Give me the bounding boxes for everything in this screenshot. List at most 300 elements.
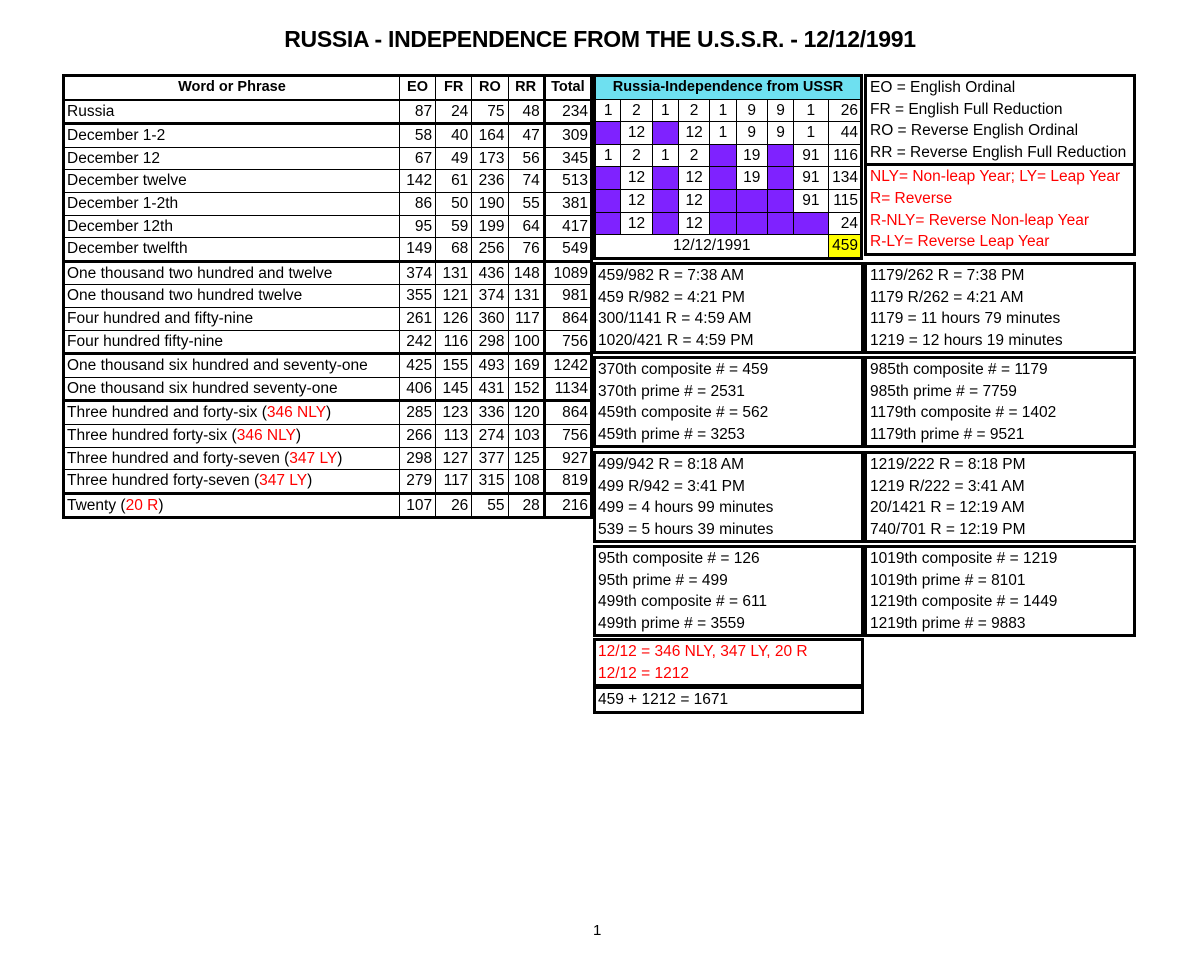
word-text: Twenty (: [67, 496, 126, 514]
table-row: [64, 147, 592, 170]
grid-digit-cell: 1: [794, 99, 828, 122]
grid-digit-cell: 9: [767, 99, 793, 122]
note-row: [866, 381, 1135, 403]
note-line: 740/701 R = 12:19 PM: [870, 520, 1026, 538]
grid-digit-cell: [767, 167, 793, 190]
grid-digit-cell: [710, 212, 736, 235]
rr-cell: 131: [508, 285, 544, 308]
legend-item: R-NLY= Reverse Non-leap Year: [870, 211, 1089, 229]
grid-sum-cell: 26: [828, 99, 861, 122]
ro-cell: 493: [472, 354, 508, 378]
grid-header-row: [595, 76, 862, 100]
word-text: One thousand six hundred and seventy-one: [67, 357, 368, 375]
grid-digit-cell: [710, 189, 736, 212]
eo-cell: 107: [399, 493, 435, 518]
grid-digit-cell: 1: [710, 122, 736, 145]
legend: [864, 74, 1136, 256]
legend-row: [866, 188, 1135, 210]
note-line: 12/12 = 1212: [598, 664, 689, 682]
word-cell: [64, 447, 400, 470]
total-cell: 1134: [544, 377, 591, 401]
ro-cell: 236: [472, 170, 508, 193]
table-row: [64, 238, 592, 262]
grid-digit-cell: [595, 122, 621, 145]
fr-cell: 61: [436, 170, 472, 193]
grid-sum-cell: 116: [828, 144, 861, 167]
word-text: Four hundred and fifty-nine: [67, 309, 254, 327]
word-text: December 12: [67, 149, 161, 167]
note-line: 499/942 R = 8:18 AM: [598, 456, 745, 473]
note-line: 1019th composite # = 1219: [870, 550, 1058, 567]
note-line: 1219/222 R = 8:18 PM: [870, 456, 1026, 473]
ro-cell: 173: [472, 147, 508, 170]
grid-digit-cell: [652, 167, 678, 190]
legend-row: [866, 120, 1135, 142]
legend-item: RO = Reverse English Ordinal: [870, 122, 1079, 140]
rr-cell: 117: [508, 307, 544, 330]
note-row: [866, 519, 1135, 542]
note-box-left: [593, 262, 864, 354]
note-line: 370th prime # = 2531: [598, 382, 745, 400]
legend-item: FR = English Full Reduction: [870, 100, 1063, 118]
word-cell: [64, 285, 400, 308]
rr-cell: 169: [508, 354, 544, 378]
note-row: [595, 519, 863, 542]
total-cell: 216: [544, 493, 591, 518]
note-row: [595, 640, 863, 663]
fr-cell: 24: [436, 100, 472, 124]
note-row: [866, 453, 1135, 476]
word-tail: ): [326, 404, 332, 422]
note-line: 1219 = 12 hours 19 minutes: [870, 331, 1063, 349]
table-row: [64, 401, 592, 425]
note-row: [595, 663, 863, 686]
note-line: 985th composite # = 1179: [870, 361, 1048, 378]
word-red-note: 346 NLY: [236, 426, 296, 444]
total-cell: 549: [544, 238, 591, 262]
note-row: [595, 570, 863, 592]
grid-sum-cell: 44: [828, 122, 861, 145]
note-line: 985th prime # = 7759: [870, 382, 1017, 400]
table-row: [64, 447, 592, 470]
table-row: [64, 285, 592, 308]
total-cell: 513: [544, 170, 591, 193]
table-row: [64, 493, 592, 518]
legend-row: [866, 99, 1135, 121]
note-line: 1019th prime # = 8101: [870, 571, 1026, 589]
rr-cell: 152: [508, 377, 544, 401]
grid-sum-cell: 24: [828, 212, 861, 235]
note-line: 1179th prime # = 9521: [870, 425, 1025, 443]
grid-row: [595, 122, 862, 145]
note-row: [595, 613, 863, 636]
note-line: 499th prime # = 3559: [598, 614, 745, 632]
grid-digit-cell: [767, 189, 793, 212]
grid-digit-cell: [736, 212, 767, 235]
rr-cell: 48: [508, 100, 544, 124]
note-row: [595, 476, 863, 498]
note-row: [595, 402, 863, 424]
grid-digit-cell: 12: [678, 122, 709, 145]
table-row: [64, 261, 592, 285]
grid-digit-cell: 1: [710, 99, 736, 122]
rr-cell: 74: [508, 170, 544, 193]
ro-cell: 298: [472, 330, 508, 354]
word-cell: [64, 100, 400, 124]
grid-digit-cell: [794, 212, 828, 235]
grid-digit-cell: [595, 212, 621, 235]
grid-digit-cell: 1: [652, 144, 678, 167]
grid-digit-cell: 12: [621, 212, 652, 235]
ro-cell: 55: [472, 493, 508, 518]
word-text: Three hundred forty-seven (: [67, 472, 260, 490]
eo-cell: 355: [399, 285, 435, 308]
note-line: 459/982 R = 7:38 AM: [598, 267, 745, 284]
eo-cell: 298: [399, 447, 435, 470]
note-row: [595, 497, 863, 519]
note-line: 12/12 = 346 NLY, 347 LY, 20 R: [598, 643, 808, 660]
note-box-left: [593, 451, 864, 543]
fr-cell: 117: [436, 470, 472, 494]
rr-cell: 125: [508, 447, 544, 470]
note-line: 539 = 5 hours 39 minutes: [598, 520, 774, 538]
grid-digit-cell: 1: [652, 99, 678, 122]
rr-cell: 55: [508, 192, 544, 215]
eo-cell: 374: [399, 261, 435, 285]
note-line: 459 R/982 = 4:21 PM: [598, 288, 745, 306]
note-row: [595, 287, 863, 309]
grid-digit-cell: [736, 189, 767, 212]
column-header: Total: [544, 76, 591, 100]
note-row: [866, 476, 1135, 498]
note-row: [866, 308, 1135, 330]
table-row: [64, 192, 592, 215]
word-cell: [64, 470, 400, 494]
word-tail: ): [158, 496, 164, 514]
rr-cell: 76: [508, 238, 544, 262]
word-cell: [64, 401, 400, 425]
rr-cell: 103: [508, 424, 544, 447]
date-digit-grid: [593, 74, 863, 260]
note-row: [866, 402, 1135, 424]
grid-digit-cell: 19: [736, 144, 767, 167]
note-row: [866, 264, 1135, 287]
word-cell: [64, 307, 400, 330]
table-row: [64, 307, 592, 330]
eo-cell: 406: [399, 377, 435, 401]
grid-digit-cell: 91: [794, 144, 828, 167]
rr-cell: 56: [508, 147, 544, 170]
eo-cell: 266: [399, 424, 435, 447]
word-text: Three hundred forty-six (: [67, 426, 237, 444]
word-red-note: 346 NLY: [266, 404, 327, 422]
note-row: [866, 591, 1135, 613]
table-row: [64, 354, 592, 378]
word-cell: [64, 424, 400, 447]
note-row: [595, 688, 863, 713]
word-tail: ): [307, 472, 313, 490]
word-text: Three hundred and forty-seven (: [67, 449, 290, 467]
note-line: 20/1421 R = 12:19 AM: [870, 499, 1025, 517]
grid-digit-cell: [595, 167, 621, 190]
grid-digit-cell: 2: [678, 99, 709, 122]
column-header: RO: [472, 76, 508, 100]
legend-item: R-LY= Reverse Leap Year: [870, 233, 1050, 251]
note-row: [595, 330, 863, 353]
eo-cell: 285: [399, 401, 435, 425]
rr-cell: 108: [508, 470, 544, 494]
grid-digit-cell: 2: [621, 144, 652, 167]
fr-cell: 131: [436, 261, 472, 285]
grid-digit-cell: 1: [595, 144, 621, 167]
note-row: [866, 330, 1135, 353]
note-line: 1179 = 11 hours 79 minutes: [870, 310, 1061, 328]
grid-digit-cell: 2: [678, 144, 709, 167]
word-cell: [64, 124, 400, 148]
grid-date-row: [595, 235, 862, 259]
fr-cell: 49: [436, 147, 472, 170]
word-red-note: 20 R: [125, 496, 159, 514]
grid-row: [595, 99, 862, 122]
grid-digit-cell: [652, 122, 678, 145]
note-row: [595, 358, 863, 381]
table-row: [64, 330, 592, 354]
rr-cell: 120: [508, 401, 544, 425]
total-cell: 1089: [544, 261, 591, 285]
legend-row: [866, 165, 1135, 188]
note-line: 1179th composite # = 1402: [870, 404, 1057, 422]
legend-item: NLY= Non-leap Year; LY= Leap Year: [870, 168, 1121, 186]
word-text: December twelve: [67, 172, 187, 190]
grid-row: [595, 167, 862, 190]
ro-cell: 431: [472, 377, 508, 401]
grid-digit-cell: 1: [595, 99, 621, 122]
word-text: December 1-2th: [67, 194, 179, 212]
legend-item: EO = English Ordinal: [870, 79, 1016, 96]
page-title: RUSSIA - INDEPENDENCE FROM THE U.S.S.R. - 12/12/1991: [284, 26, 916, 52]
grid-digit-cell: [652, 189, 678, 212]
note-line: 1179/262 R = 7:38 PM: [870, 267, 1025, 284]
fr-cell: 68: [436, 238, 472, 262]
note-row: [595, 381, 863, 403]
ro-cell: 360: [472, 307, 508, 330]
total-cell: 981: [544, 285, 591, 308]
note-line: 459 + 1212 = 1671: [598, 691, 729, 708]
total-cell: 417: [544, 215, 591, 238]
ro-cell: 164: [472, 124, 508, 148]
word-cell: [64, 147, 400, 170]
total-cell: 381: [544, 192, 591, 215]
legend-row: [866, 76, 1135, 99]
note-box-right: [864, 545, 1136, 637]
gematria-table: [62, 74, 593, 519]
fr-cell: 127: [436, 447, 472, 470]
ro-cell: 274: [472, 424, 508, 447]
table-header-row: [64, 76, 592, 100]
note-row: [595, 453, 863, 476]
word-tail: ): [295, 426, 302, 444]
word-text: December twelfth: [67, 240, 188, 258]
note-row: [595, 264, 863, 287]
table-row: [64, 377, 592, 401]
column-header: RR: [508, 76, 544, 100]
rr-cell: 64: [508, 215, 544, 238]
eo-cell: 149: [399, 238, 435, 262]
total-cell: 927: [544, 447, 591, 470]
grid-digit-cell: 12: [678, 212, 709, 235]
note-row: [866, 613, 1135, 636]
note-box-left: [593, 686, 864, 714]
fr-cell: 40: [436, 124, 472, 148]
note-line: 95th prime # = 499: [598, 571, 728, 589]
fr-cell: 113: [436, 424, 472, 447]
grid-digit-cell: 12: [621, 167, 652, 190]
note-box-left: [593, 356, 864, 448]
note-box-right: [864, 262, 1136, 354]
table-row: [64, 470, 592, 494]
word-text: One thousand two hundred and twelve: [67, 264, 333, 282]
grid-digit-cell: 9: [736, 99, 767, 122]
rr-cell: 148: [508, 261, 544, 285]
fr-cell: 121: [436, 285, 472, 308]
note-line: 459th composite # = 562: [598, 404, 769, 422]
eo-cell: 58: [399, 124, 435, 148]
note-row: [866, 287, 1135, 309]
eo-cell: 425: [399, 354, 435, 378]
fr-cell: 123: [436, 401, 472, 425]
note-row: [866, 497, 1135, 519]
note-box-right: [864, 451, 1136, 543]
grid-row: [595, 144, 862, 167]
fr-cell: 59: [436, 215, 472, 238]
grid-digit-cell: [710, 167, 736, 190]
ro-cell: 199: [472, 215, 508, 238]
word-text: One thousand two hundred twelve: [67, 287, 303, 305]
eo-cell: 142: [399, 170, 435, 193]
grid-digit-cell: 12: [678, 189, 709, 212]
note-box-left: [593, 638, 864, 687]
note-line: 1179 R/262 = 4:21 AM: [870, 288, 1024, 306]
grid-digit-cell: 19: [736, 167, 767, 190]
total-cell: 309: [544, 124, 591, 148]
grid-digit-cell: [767, 212, 793, 235]
rr-cell: 100: [508, 330, 544, 354]
note-line: 300/1141 R = 4:59 AM: [598, 310, 752, 328]
ro-cell: 75: [472, 100, 508, 124]
ro-cell: 190: [472, 192, 508, 215]
ro-cell: 374: [472, 285, 508, 308]
total-cell: 1242: [544, 354, 591, 378]
word-cell: [64, 377, 400, 401]
word-cell: [64, 192, 400, 215]
note-line: 370th composite # = 459: [598, 361, 769, 378]
total-cell: 756: [544, 330, 591, 354]
grid-digit-cell: 9: [736, 122, 767, 145]
table-row: [64, 215, 592, 238]
note-line: 1219 R/222 = 3:41 AM: [870, 477, 1025, 495]
word-cell: [64, 238, 400, 262]
grid-digit-cell: [767, 144, 793, 167]
rr-cell: 28: [508, 493, 544, 518]
total-cell: 864: [544, 307, 591, 330]
note-line: 499 = 4 hours 99 minutes: [598, 499, 774, 517]
word-text: Three hundred and forty-six (: [67, 404, 267, 422]
note-box-right: [864, 356, 1136, 448]
grid-digit-cell: [710, 144, 736, 167]
note-row: [866, 547, 1135, 570]
fr-cell: 116: [436, 330, 472, 354]
eo-cell: 87: [399, 100, 435, 124]
grid-digit-cell: 91: [794, 189, 828, 212]
grid-digit-cell: 91: [794, 167, 828, 190]
fr-cell: 50: [436, 192, 472, 215]
word-cell: [64, 493, 400, 518]
ro-cell: 436: [472, 261, 508, 285]
note-line: 1020/421 R = 4:59 PM: [598, 331, 754, 349]
word-text: December 12th: [67, 217, 173, 235]
grid-header: Russia-Independence from USSR: [595, 76, 862, 100]
word-tail: ): [337, 449, 343, 467]
word-cell: [64, 261, 400, 285]
word-red-note: 347 LY: [259, 472, 308, 490]
grid-total: 459: [828, 235, 861, 259]
grid-row: [595, 189, 862, 212]
table-row: [64, 424, 592, 447]
grid-digit-cell: 12: [621, 189, 652, 212]
note-row: [595, 591, 863, 613]
table-row: [64, 124, 592, 148]
total-cell: 756: [544, 424, 591, 447]
grid-sum-cell: 134: [828, 167, 861, 190]
grid-digit-cell: [595, 189, 621, 212]
note-row: [595, 424, 863, 447]
grid-date: 12/12/1991: [595, 235, 829, 259]
eo-cell: 279: [399, 470, 435, 494]
word-red-note: 347 LY: [289, 449, 338, 467]
legend-item: RR = Reverse English Full Reduction: [870, 143, 1127, 161]
note-row: [595, 308, 863, 330]
note-line: 1219th prime # = 9883: [870, 614, 1026, 632]
column-header: EO: [399, 76, 435, 100]
rr-cell: 47: [508, 124, 544, 148]
note-box-left: [593, 545, 864, 637]
total-cell: 234: [544, 100, 591, 124]
note-line: 499th composite # = 611: [598, 593, 768, 611]
total-cell: 345: [544, 147, 591, 170]
word-cell: [64, 354, 400, 378]
total-cell: 864: [544, 401, 591, 425]
word-text: December 1-2: [67, 127, 166, 145]
fr-cell: 155: [436, 354, 472, 378]
table-row: [64, 170, 592, 193]
note-line: 1219th composite # = 1449: [870, 593, 1058, 611]
word-cell: [64, 215, 400, 238]
total-cell: 819: [544, 470, 591, 494]
ro-cell: 315: [472, 470, 508, 494]
table-row: [64, 100, 592, 124]
grid-digit-cell: 12: [678, 167, 709, 190]
fr-cell: 145: [436, 377, 472, 401]
grid-digit-cell: 12: [621, 122, 652, 145]
grid-digit-cell: [652, 212, 678, 235]
grid-sum-cell: 115: [828, 189, 861, 212]
ro-cell: 256: [472, 238, 508, 262]
word-text: One thousand six hundred seventy-one: [67, 379, 338, 397]
legend-row: [866, 142, 1135, 165]
word-cell: [64, 330, 400, 354]
note-line: 95th composite # = 126: [598, 550, 760, 567]
grid-digit-cell: 2: [621, 99, 652, 122]
